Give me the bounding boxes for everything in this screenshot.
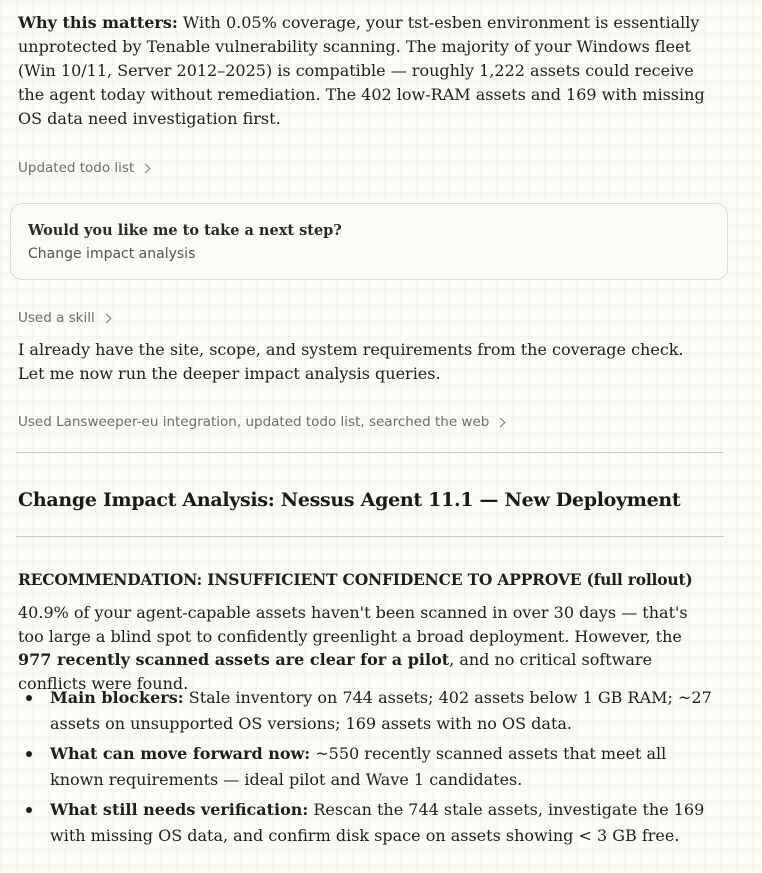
summary-text-after: , and no critical software conflicts were found. [18,650,653,693]
recommendation-heading: RECOMMENDATION: INSUFFICIENT CONFIDENCE TO APPROVE (full rollout) [18,570,693,589]
chevron-right-icon [496,417,506,427]
bullet-label: What can move forward now: [50,744,311,763]
bullet-icon [26,807,32,813]
bullet-icon [26,751,32,757]
section-heading: Change Impact Analysis: Nessus Agent 11.1 — New Deployment [18,489,681,511]
why-this-matters-paragraph [18,11,718,131]
list-item [18,797,718,849]
integration-activity-label: Used Lansweeper-eu integration, updated todo list, searched the web [18,414,490,430]
chevron-right-icon [141,163,151,173]
bullet-label: What still needs verification: [50,800,309,819]
todo-list-link-label: Updated todo list [18,160,135,176]
used-skill-link-label: Used a skill [18,310,95,326]
bullet-text: Stale inventory on 744 assets; 402 assets below 1 GB RAM; ~27 assets on unsupported OS versions; 169 assets with no OS data. [50,688,712,733]
key-points-list [18,685,718,853]
why-label: Why this matters: [18,13,178,32]
next-step-card [10,203,728,280]
why-text: With 0.05% coverage, your tst-esben environment is essentially unprotected by Tenable vulnerability scanning. The majority of your Windows fleet (Win 10/11, Server 2012–2025) is compatible — roughly 1,222 assets could receive the agent today without remediation. The 402 low-RAM assets and 169 with missing OS data need investigation first. [18,13,705,128]
bullet-label: Main blockers: [50,688,184,707]
summary-text-before: 40.9% of your agent-capable assets haven't been scanned in over 30 days — that's too large a blind spot to confidently greenlight a broad deployment. However, the [18,603,688,646]
change-impact-analysis-option[interactable]: Change impact analysis [28,246,196,262]
chevron-right-icon [101,313,111,323]
integration-activity-link[interactable] [18,411,504,430]
next-step-title: Would you like me to take a next step? [28,222,342,239]
bullet-icon [26,695,32,701]
list-item [18,741,718,793]
bullet-text: Rescan the 744 stale assets, investigate the 169 with missing OS data, and confirm disk space on assets showing < 3 GB free. [50,800,705,845]
bullet-text: ~550 recently scanned assets that meet all known requirements — ideal pilot and Wave 1 candidates. [50,744,667,789]
intro-paragraph: I already have the site, scope, and system requirements from the coverage check. Let me now run the deeper impact analysis queries. [18,340,684,383]
list-item [18,685,718,737]
summary-highlight: 977 recently scanned assets are clear for a pilot [18,650,450,669]
used-skill-link[interactable] [18,307,110,326]
summary-paragraph [18,601,708,695]
divider [16,452,724,453]
todo-list-link[interactable] [18,157,149,176]
divider [16,536,724,537]
